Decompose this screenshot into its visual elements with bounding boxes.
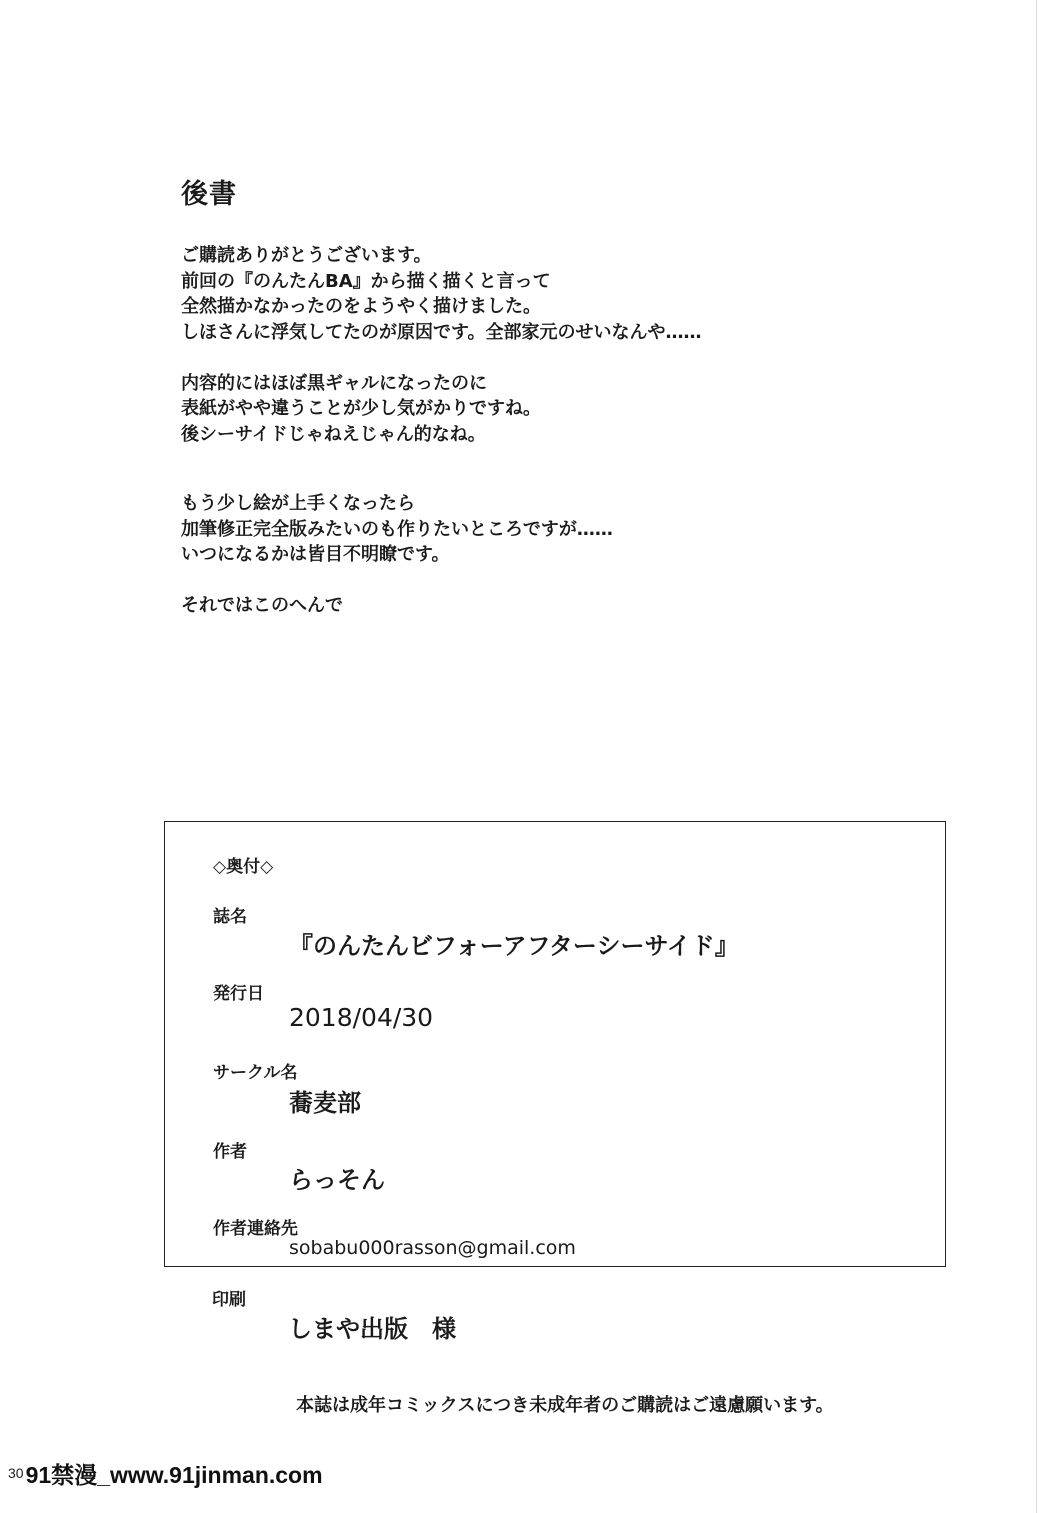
afterword-line: 後シーサイドじゃねえじゃん的なね。 xyxy=(181,423,486,445)
afterword-line: いつになるかは皆目不明瞭です。 xyxy=(181,544,450,565)
paragraph-gap xyxy=(181,345,861,371)
afterword-line: もう少し絵が上手くなったら xyxy=(181,493,415,514)
colophon-title: ◇奥付◇ xyxy=(213,857,274,877)
afterword-closing: それではこのへんで xyxy=(181,595,343,616)
printer-label: 印刷 xyxy=(212,1290,246,1310)
circle-name-label: サークル名 xyxy=(213,1063,298,1083)
age-restriction-notice: 本誌は成年コミックスにつき未成年者のご購読はご遠慮願います。 xyxy=(296,1395,834,1416)
circle-name-value: 蕎麦部 xyxy=(289,1089,361,1117)
author-label: 作者 xyxy=(213,1142,247,1162)
page-edge-line xyxy=(1036,0,1037,1513)
author-value: らっそん xyxy=(289,1166,385,1194)
afterword-line: しほさんに浮気してたのが原因です。全部家元のせいなんや…… xyxy=(181,321,702,343)
afterword-heading: 後書 xyxy=(181,179,237,210)
page-number: 30 xyxy=(8,1465,24,1481)
colophon-box xyxy=(164,821,946,1267)
author-contact-label: 作者連絡先 xyxy=(213,1219,298,1239)
publish-date-label: 発行日 xyxy=(213,984,264,1004)
author-contact-value: sobabu000rasson@gmail.com xyxy=(289,1237,576,1259)
afterword-line: 内容的にはほぼ黒ギャルになったのに xyxy=(181,372,487,394)
afterword-line: 前回の『のんたんBA』から描く描くと言って xyxy=(181,270,551,292)
title-value: 『のんたんビフォーアフターシーサイド』 xyxy=(289,932,739,960)
publish-date-value: 2018/04/30 xyxy=(289,1003,434,1032)
afterword-body xyxy=(181,243,861,619)
site-watermark: 91禁漫_www.91jinman.com xyxy=(25,1461,323,1488)
paragraph-gap xyxy=(181,568,861,594)
afterword-line: 表紙がやや違うことが少し気がかりですね。 xyxy=(181,398,541,419)
afterword-line: 加筆修正完全版みたいのも作りたいところですが…… xyxy=(181,518,613,540)
printer-value: しまや出版 様 xyxy=(288,1315,456,1343)
footer-bar xyxy=(0,1457,329,1489)
afterword-line: 全然描かなかったのをようやく描けました。 xyxy=(181,296,541,317)
title-label: 誌名 xyxy=(213,907,247,927)
paragraph-gap xyxy=(181,447,861,491)
afterword-line: ご購読ありがとうございます。 xyxy=(181,245,432,266)
